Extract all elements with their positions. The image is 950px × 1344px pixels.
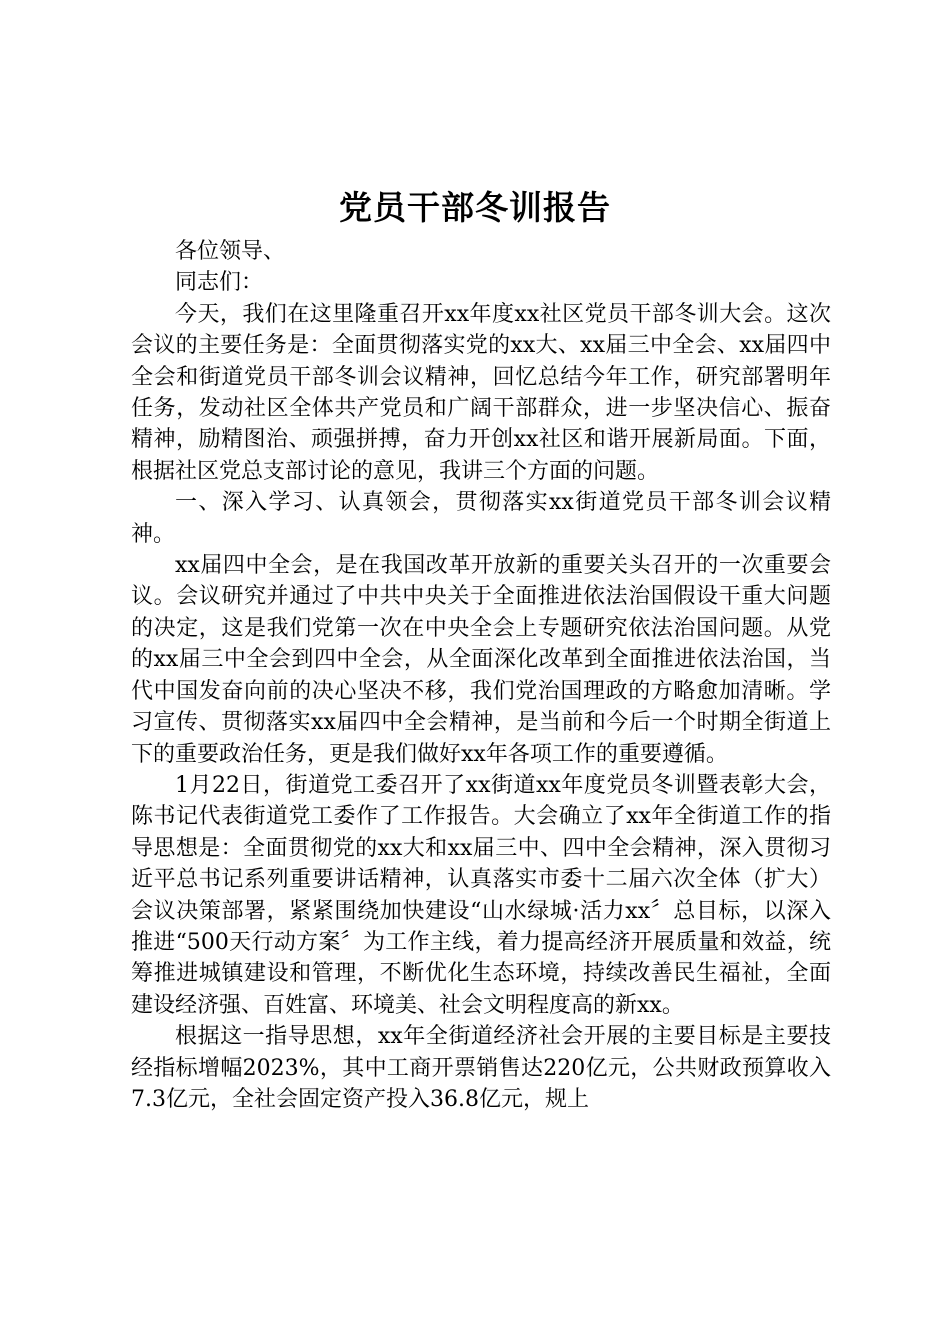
section-heading: 一、深入学习、认真领会，贯彻落实xx街道党员干部冬训会议精神。 xyxy=(131,490,831,547)
salutation-line: 同志们： xyxy=(175,270,264,296)
paragraph: xx届四中全会，是在我国改革开放新的重要关头召开的一次重要会议。会议研究并通过了中共中央关于全面推进依法治国假设干重大问题的决定，这是我们党第一次在中央全会上专题研究依法治国问题。从党的xx届三中全会到四中全会，从全面深化改革到全面推进依法治国，当代中国发奋向前的决心坚决不移，我们党治国理政的方略愈加清晰。学习宣传、贯彻落实xx届四中全会精神，是当前和今后一个时期全街道上下的重要政治任务，更是我们做好xx年各项工作的重要遵循。 xyxy=(131,553,831,767)
salutation-line: 各位领导、 xyxy=(175,239,286,264)
document-body xyxy=(131,236,831,1115)
paragraph: 根据这一指导思想，xx年全街道经济社会开展的主要目标是主要技经指标增幅2023%，其中工商开票销售达220亿元，公共财政预算收入7.3亿元，全社会固定资产投入36.8亿元，规上 xyxy=(131,1024,831,1112)
paragraph: 1月22日，街道党工委召开了xx街道xx年度党员冬训暨表彰大会，陈书记代表街道党工委作了工作报告。大会确立了xx年全街道工作的指导思想是：全面贯彻党的xx大和xx届三中、四中全会精神，深入贯彻习近平总书记系列重要讲话精神，认真落实市委十二届六次全体（扩大）会议决策部署，紧紧围绕加快建设“山水绿城·活力xx〞总目标，以深入推进“500天行动方案〞为工作主线，着力提高经济开展质量和效益，统筹推进城镇建设和管理，不断优化生态环境，持续改善民生福祉，全面建设经济强、百姓富、环境美、社会文明程度高的新xx。 xyxy=(131,772,831,1018)
document-title: 党员干部冬训报告 xyxy=(339,188,611,227)
paragraph: 今天，我们在这里隆重召开xx年度xx社区党员干部冬训大会。这次会议的主要任务是：全面贯彻落实党的xx大、xx届三中全会、xx届四中全会和街道党员干部冬训会议精神，回忆总结今年工作，研究部署明年任务，发动社区全体共产党员和广阔干部群众，进一步坚决信心、振奋精神，励精图治、顽强拼搏，奋力开创xx社区和谐开展新局面。下面，根据社区党总支部讨论的意见，我讲三个方面的问题。 xyxy=(131,301,831,484)
